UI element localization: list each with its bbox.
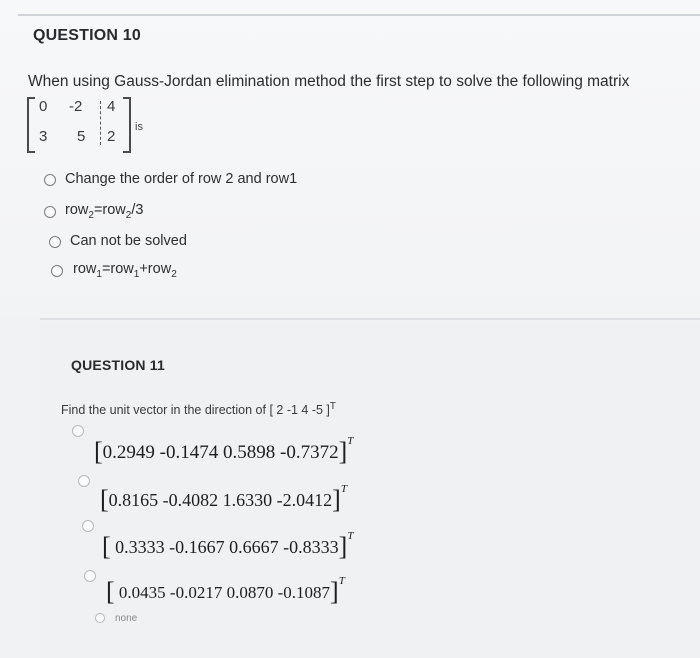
option-vector: [0.2949 -0.1474 0.5898 -0.7372]$^T$ [94, 435, 354, 466]
radio-button[interactable] [82, 520, 94, 532]
option-vector: [ 0.0435 -0.0217 0.0870 -0.1087]$^T$ [106, 575, 345, 606]
matrix-left-bracket [27, 97, 35, 153]
radio-button[interactable] [95, 613, 105, 623]
question-10-title: QUESTION 10 [33, 27, 142, 44]
option-label: row$_2$=row$_2$/3 [65, 202, 144, 221]
option-vector: [ 0.3333 -0.1667 0.6667 -0.8333]$^T$ [102, 530, 354, 561]
matrix-cell: 2 [107, 128, 116, 145]
matrix-right-bracket [123, 97, 131, 153]
matrix-cell: -2 [69, 98, 83, 115]
question-11-prompt: Find the unit vector in the direction of [ 2 -1 4 -5 ]$^T$ [61, 401, 336, 418]
matrix-cell: 3 [39, 128, 48, 145]
question-separator [40, 318, 700, 320]
option-label: row$_1$=row$_1$+row$_2$ [73, 261, 177, 280]
radio-button[interactable] [51, 265, 63, 277]
radio-button[interactable] [78, 475, 90, 487]
radio-button[interactable] [44, 206, 56, 218]
augment-divider [100, 101, 101, 145]
matrix-trailing-text: is [135, 121, 143, 133]
augmented-matrix [27, 95, 131, 153]
radio-button[interactable] [44, 174, 56, 186]
top-divider [18, 14, 700, 16]
radio-button[interactable] [49, 236, 61, 248]
question-10-prompt: When using Gauss-Jordan elimination method the first step to solve the following matrix [28, 73, 630, 90]
option-label: Change the order of row 2 and row1 [65, 171, 298, 187]
matrix-cell: 5 [77, 128, 86, 145]
radio-button[interactable] [72, 425, 84, 437]
option-label: none [115, 613, 138, 624]
matrix-cell: 0 [39, 98, 48, 115]
option-vector: [0.8165 -0.4082 1.6330 -2.0412]$^T$ [100, 483, 347, 514]
matrix-cell: 4 [107, 98, 116, 115]
option-label: Can not be solved [70, 233, 187, 249]
radio-button[interactable] [84, 570, 96, 582]
question-11-title: QUESTION 11 [71, 357, 166, 373]
